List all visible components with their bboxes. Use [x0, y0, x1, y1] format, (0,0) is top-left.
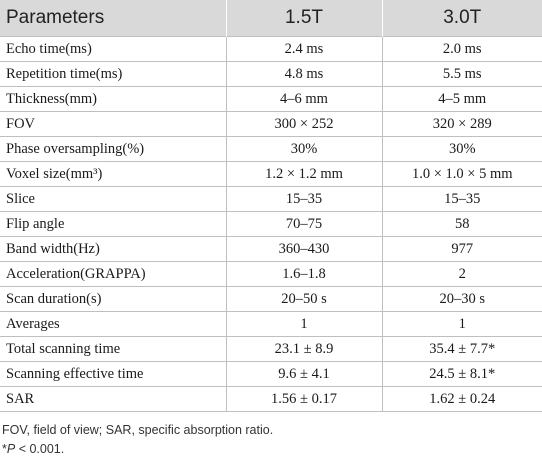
cell-1-5t: 1.56 ± 0.17	[226, 387, 382, 412]
cell-3-0t: 15–35	[382, 187, 542, 212]
row-label: Voxel size(mm³)	[0, 162, 226, 187]
cell-3-0t: 1.0 × 1.0 × 5 mm	[382, 162, 542, 187]
table-row	[0, 62, 542, 87]
table-row	[0, 87, 542, 112]
cell-3-0t: 24.5 ± 8.1*	[382, 362, 542, 387]
cell-1-5t: 30%	[226, 137, 382, 162]
row-label: Scanning effective time	[0, 362, 226, 387]
footnote-p-value: < 0.001.	[15, 442, 65, 456]
cell-3-0t: 20–30 s	[382, 287, 542, 312]
header-3-0t: 3.0T	[382, 0, 542, 37]
cell-1-5t: 1	[226, 312, 382, 337]
row-label: SAR	[0, 387, 226, 412]
table-row	[0, 287, 542, 312]
cell-3-0t: 977	[382, 237, 542, 262]
cell-1-5t: 4–6 mm	[226, 87, 382, 112]
table-row	[0, 112, 542, 137]
row-label: Averages	[0, 312, 226, 337]
cell-1-5t: 360–430	[226, 237, 382, 262]
table-header-row	[0, 0, 542, 37]
table-row	[0, 162, 542, 187]
cell-3-0t: 35.4 ± 7.7*	[382, 337, 542, 362]
cell-1-5t: 2.4 ms	[226, 37, 382, 62]
row-label: Echo time(ms)	[0, 37, 226, 62]
cell-1-5t: 1.6–1.8	[226, 262, 382, 287]
cell-3-0t: 30%	[382, 137, 542, 162]
row-label: Band width(Hz)	[0, 237, 226, 262]
row-label: Repetition time(ms)	[0, 62, 226, 87]
footnote-p-symbol: P	[6, 442, 16, 456]
table-row	[0, 237, 542, 262]
cell-1-5t: 300 × 252	[226, 112, 382, 137]
table-row	[0, 387, 542, 412]
cell-3-0t: 1.62 ± 0.24	[382, 387, 542, 412]
table-row	[0, 362, 542, 387]
cell-1-5t: 20–50 s	[226, 287, 382, 312]
cell-1-5t: 23.1 ± 8.9	[226, 337, 382, 362]
footnote-abbreviations: FOV, field of view; SAR, specific absorption ratio.	[2, 423, 274, 437]
table-row	[0, 137, 542, 162]
cell-1-5t: 9.6 ± 4.1	[226, 362, 382, 387]
row-label: FOV	[0, 112, 226, 137]
row-label: Slice	[0, 187, 226, 212]
table-row	[0, 187, 542, 212]
table-row	[0, 312, 542, 337]
cell-3-0t: 4–5 mm	[382, 87, 542, 112]
table-row	[0, 337, 542, 362]
footnote-asterisk: *	[2, 442, 7, 456]
row-label: Thickness(mm)	[0, 87, 226, 112]
cell-3-0t: 1	[382, 312, 542, 337]
cell-1-5t: 4.8 ms	[226, 62, 382, 87]
table-row	[0, 262, 542, 287]
row-label: Total scanning time	[0, 337, 226, 362]
footnote-significance	[2, 440, 542, 459]
cell-3-0t: 320 × 289	[382, 112, 542, 137]
row-label: Phase oversampling(%)	[0, 137, 226, 162]
row-label: Acceleration(GRAPPA)	[0, 262, 226, 287]
table-row	[0, 212, 542, 237]
cell-3-0t: 5.5 ms	[382, 62, 542, 87]
row-label: Flip angle	[0, 212, 226, 237]
header-parameters: Parameters	[0, 0, 226, 37]
header-1-5t: 1.5T	[226, 0, 382, 37]
row-label: Scan duration(s)	[0, 287, 226, 312]
table-row	[0, 37, 542, 62]
cell-1-5t: 70–75	[226, 212, 382, 237]
cell-1-5t: 1.2 × 1.2 mm	[226, 162, 382, 187]
cell-3-0t: 2	[382, 262, 542, 287]
table-footnotes	[0, 421, 542, 459]
cell-3-0t: 2.0 ms	[382, 37, 542, 62]
cell-1-5t: 15–35	[226, 187, 382, 212]
cell-3-0t: 58	[382, 212, 542, 237]
